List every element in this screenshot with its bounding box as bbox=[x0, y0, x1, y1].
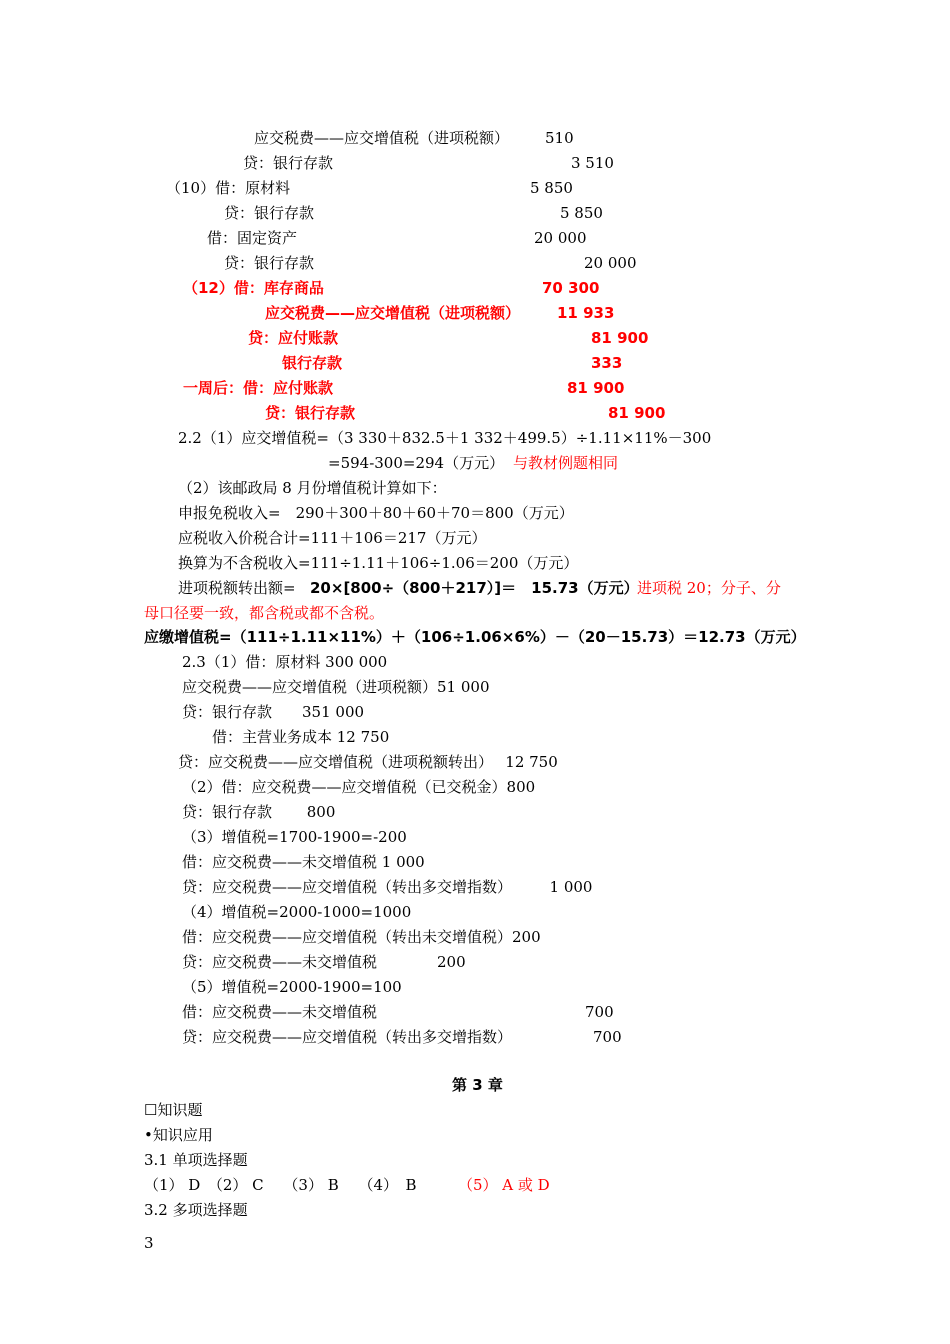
entry-line: 贷：应交税费——应交增值税（进项税额转出） 12 750 bbox=[178, 753, 558, 771]
answer-line: （1） D （2） C （3） B （4） B bbox=[144, 1176, 417, 1194]
journal-text: （10）借：原材料 bbox=[166, 179, 291, 197]
entry-line: 贷：应交税费——未交增值税 200 bbox=[182, 953, 466, 971]
journal-text: 应交税费——应交增值税（进项税额） bbox=[265, 304, 521, 322]
calc-note: 母口径要一致，都含税或都不含税。 bbox=[144, 604, 385, 622]
entry-line: 借：应交税费——未交增值税 1 000 bbox=[182, 853, 425, 871]
calc-line-bold: 20×[800÷（800＋217）]＝ 15.73（万元） bbox=[310, 579, 639, 597]
entry-line: 贷：应交税费——应交增值税（转出多交增指数） 1 000 bbox=[182, 878, 593, 896]
chapter-line: 3.2 多项选择题 bbox=[144, 1201, 248, 1219]
calc-line: （2）该邮政局 8 月份增值税计算如下： bbox=[178, 479, 447, 497]
journal-text: 应交税费——应交增值税（进项税额） bbox=[254, 129, 510, 147]
entry-line: （5）增值税=2000-1900=100 bbox=[182, 978, 402, 996]
journal-amount: 81 900 bbox=[591, 329, 649, 347]
journal-amount: 11 933 bbox=[557, 304, 615, 322]
journal-text: 贷：银行存款 bbox=[265, 404, 356, 422]
chapter-title: 第 3 章 bbox=[452, 1076, 503, 1094]
calc-note: 与教材例题相同 bbox=[513, 454, 619, 472]
journal-amount: 20 000 bbox=[584, 254, 637, 272]
journal-text: 银行存款 bbox=[282, 354, 343, 372]
entry-amount: 700 bbox=[585, 1003, 614, 1021]
journal-text: 一周后：借：应付账款 bbox=[183, 379, 334, 397]
entry-line: 借：主营业务成本 12 750 bbox=[212, 728, 390, 746]
page-number: 3 bbox=[144, 1234, 154, 1252]
answer-highlight: （5） A 或 D bbox=[458, 1176, 550, 1194]
calc-line: 进项税额转出额= bbox=[178, 579, 296, 597]
journal-amount: 333 bbox=[591, 354, 623, 372]
journal-amount: 20 000 bbox=[534, 229, 587, 247]
entry-line: （4）增值税=2000-1000=1000 bbox=[182, 903, 412, 921]
journal-amount: 70 300 bbox=[542, 279, 600, 297]
journal-text: 贷：银行存款 bbox=[224, 204, 315, 222]
entry-line: 应交税费——应交增值税（进项税额）51 000 bbox=[182, 678, 490, 696]
chapter-line: ☐知识题 bbox=[144, 1101, 203, 1119]
entry-amount: 700 bbox=[593, 1028, 622, 1046]
entry-line: 贷：银行存款 351 000 bbox=[182, 703, 365, 721]
calc-note: 进项税 20；分子、分 bbox=[637, 579, 781, 597]
calc-line: =594-300=294（万元） bbox=[328, 454, 505, 472]
entry-line: 贷：银行存款 800 bbox=[182, 803, 336, 821]
journal-text: 贷：银行存款 bbox=[224, 254, 315, 272]
journal-amount: 81 900 bbox=[608, 404, 666, 422]
entry-line: （2）借：应交税费——应交增值税（已交税金）800 bbox=[182, 778, 536, 796]
calc-line: 2.2（1）应交增值税=（3 330＋832.5＋1 332＋499.5）÷1.11×11%－300 bbox=[178, 429, 712, 447]
journal-amount: 510 bbox=[545, 129, 574, 147]
entry-line: 借：应交税费——未交增值税 bbox=[182, 1003, 378, 1021]
journal-amount: 81 900 bbox=[567, 379, 625, 397]
entry-line: 贷：应交税费——应交增值税（转出多交增指数） bbox=[182, 1028, 513, 1046]
chapter-line: 3.1 单项选择题 bbox=[144, 1151, 248, 1169]
journal-amount: 5 850 bbox=[560, 204, 603, 222]
calc-line: 换算为不含税收入=111÷1.11＋106÷1.06＝200（万元） bbox=[178, 554, 579, 572]
entry-line: 借：应交税费——应交增值税（转出未交增值税）200 bbox=[182, 928, 541, 946]
entry-line: 2.3（1）借：原材料 300 000 bbox=[182, 653, 388, 671]
journal-text: 借：固定资产 bbox=[207, 229, 298, 247]
journal-text: 贷：银行存款 bbox=[243, 154, 334, 172]
journal-text: （12）借：库存商品 bbox=[183, 279, 324, 297]
journal-text: 贷：应付账款 bbox=[248, 329, 339, 347]
calc-line: 申报免税收入= 290＋300＋80＋60＋70＝800（万元） bbox=[178, 504, 574, 522]
chapter-line: •知识应用 bbox=[144, 1126, 213, 1144]
calc-result: 应缴增值税=（111÷1.11×11%）＋（106÷1.06×6%）－（20－15.73）＝12.73（万元） bbox=[144, 628, 806, 646]
journal-amount: 5 850 bbox=[530, 179, 573, 197]
entry-line: （3）增值税=1700-1900=-200 bbox=[182, 828, 407, 846]
calc-line: 应税收入价税合计=111＋106＝217（万元） bbox=[178, 529, 487, 547]
journal-amount: 3 510 bbox=[571, 154, 614, 172]
